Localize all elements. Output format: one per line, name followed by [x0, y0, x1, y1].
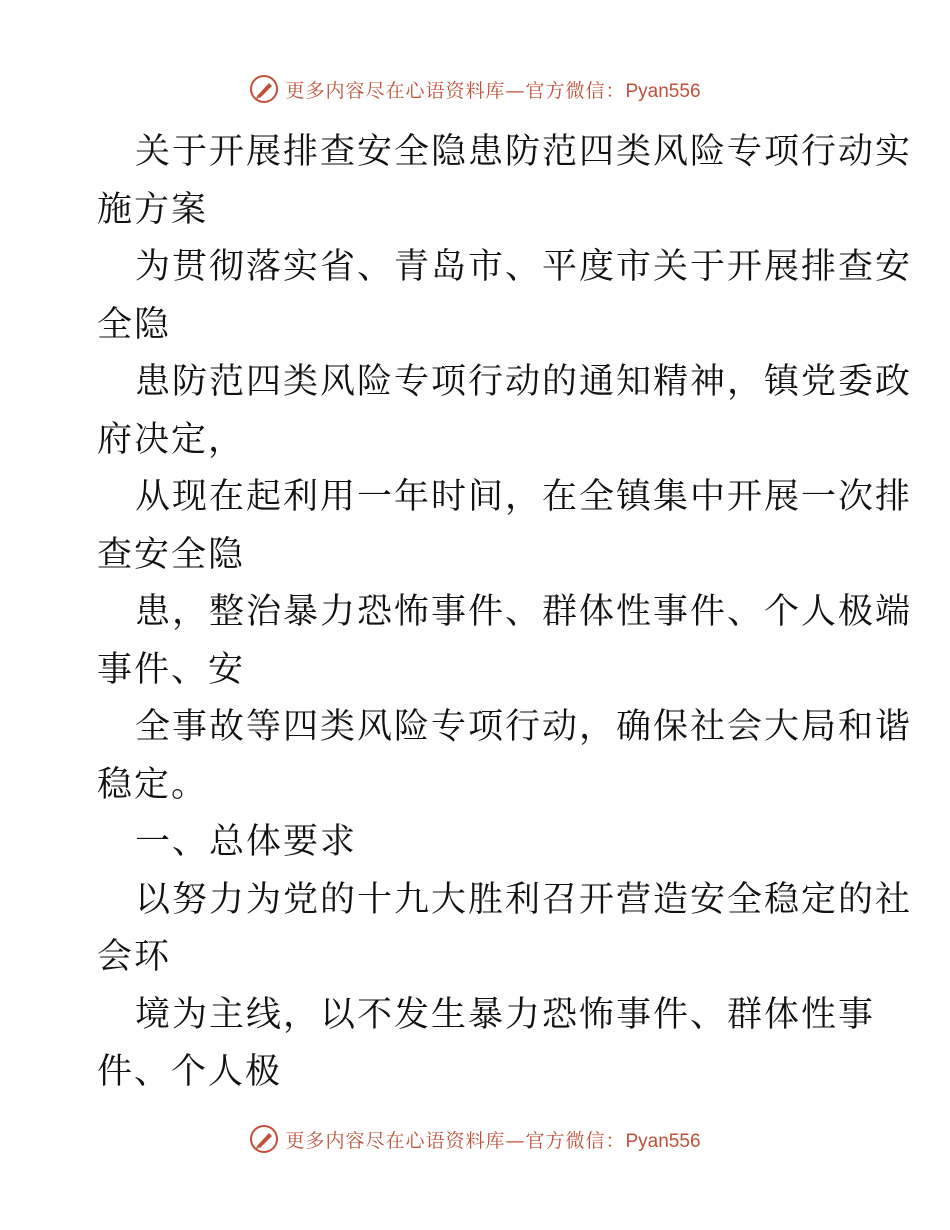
pen-logo-icon	[249, 1124, 279, 1154]
paragraph-line: 稳定。	[97, 764, 209, 805]
paragraph-line: 事件、安	[97, 649, 246, 690]
document-title-line-1: 关于开展排查安全隐患防范四类风险专项行动实	[135, 132, 913, 172]
paragraph-line: 以努力为党的十九大胜利召开营造安全稳定的社	[135, 879, 913, 920]
footer-wechat-id: Pyan556	[625, 1130, 701, 1152]
document-body	[97, 124, 913, 1102]
document-title-line-2: 施方案	[97, 189, 209, 230]
pen-logo-icon	[249, 74, 279, 104]
paragraph-line: 会环	[97, 937, 172, 977]
footer-banner	[0, 1124, 950, 1154]
section-heading: 一、总体要求	[135, 822, 358, 862]
header-banner-text	[285, 76, 700, 103]
paragraph-line: 府决定，	[97, 419, 246, 460]
header-wechat-id: Pyan556	[625, 80, 701, 102]
paragraph-line: 从现在起利用一年时间，在全镇集中开展一次排	[135, 477, 913, 517]
footer-banner-text	[285, 1126, 700, 1153]
paragraph-line: 境为主线，以不发生暴力恐怖事件、群体性事	[135, 994, 876, 1035]
paragraph-line: 全隐	[97, 304, 172, 345]
paragraph-line: 全事故等四类风险专项行动，确保社会大局和谐	[135, 707, 913, 747]
header-banner	[0, 74, 950, 104]
paragraph-line: 患，整治暴力恐怖事件、群体性事件、个人极端	[135, 592, 913, 632]
paragraph-line: 患防范四类风险专项行动的通知精神，镇党委政	[135, 362, 913, 402]
footer-banner-label: 更多内容尽在心语资料库—官方微信：	[285, 1129, 626, 1152]
paragraph-line: 为贯彻落实省、青岛市、平度市关于开展排查安	[135, 247, 913, 287]
header-banner-label: 更多内容尽在心语资料库—官方微信：	[285, 79, 626, 102]
paragraph-line: 查安全隐	[97, 534, 246, 575]
paragraph-line: 件、个人极	[97, 1052, 283, 1092]
